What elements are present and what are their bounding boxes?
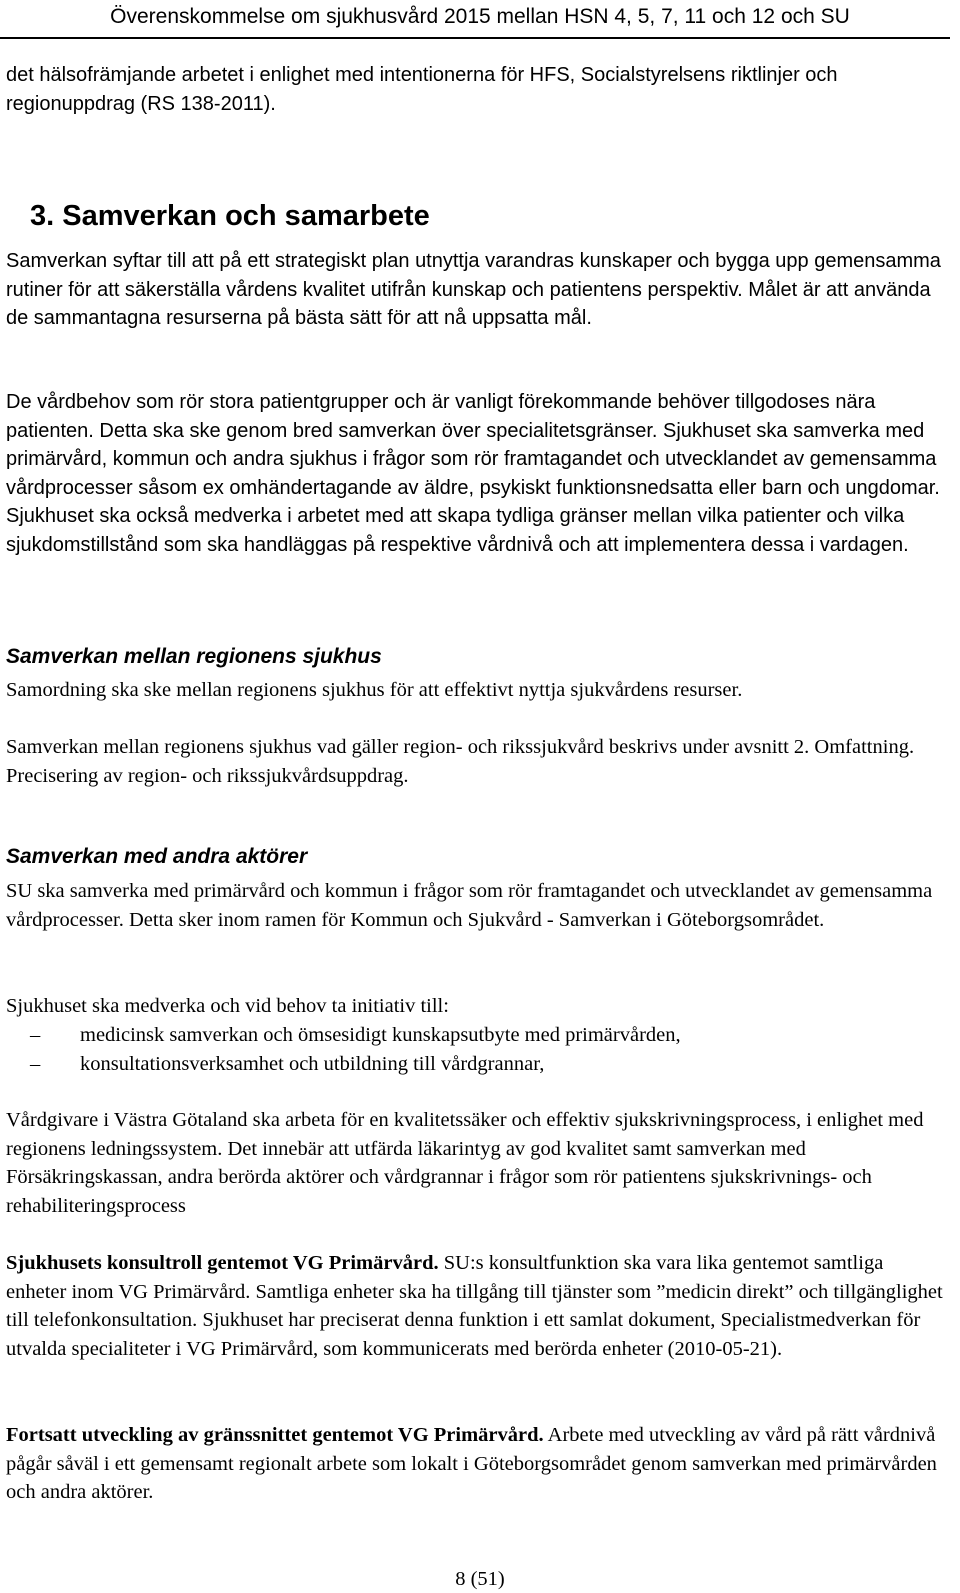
list-item-text: konsultationsverksamhet och utbildning till vårdgrannar, bbox=[80, 1052, 545, 1075]
intro-paragraph: det hälsofrämjande arbetet i enlighet med intentionerna för HFS, Socialstyrelsens riktlinjer och regionuppdrag (RS 138-2011). bbox=[6, 64, 838, 115]
list-item bbox=[6, 1021, 946, 1050]
list-item bbox=[6, 1050, 946, 1079]
paragraph-body: Arbete med utveckling av vård på rätt vårdnivå pågår såväl i ett gemensamt regionalt arbete som lokalt i Göteborgsområdet genom samverkan med primärvården och andra aktörer. bbox=[6, 1424, 937, 1504]
paragraph-lead: Fortsatt utveckling av gränssnittet gentemot VG Primärvård. bbox=[6, 1424, 544, 1446]
paragraph-lead: Sjukhusets konsultroll gentemot VG Primärvård. bbox=[6, 1252, 439, 1274]
subheading-regionens-sjukhus: Samverkan mellan regionens sjukhus bbox=[6, 645, 382, 668]
andra-paragraph-1: SU ska samverka med primärvård och kommun i frågor som rör framtagandet och utvecklandet av gemensamma vårdprocesser. Detta sker inom ramen för Kommun och Sjukvård - Samverkan i Göteborgsområdet. bbox=[6, 880, 933, 931]
section-heading: 3. Samverkan och samarbete bbox=[30, 200, 430, 232]
paragraph-body: SU:s konsultfunktion ska vara lika gentemot samtliga enheter inom VG Primärvård. Samtliga enheter ska ha tillgång till tjänster som ”medicin direkt” och tillgänglighet till telefonkonsultation. Sjukhuset har preciserat denna funktion i ett samlat dokument, Specialistmedverkan för utvalda specialiteter i VG Primärvård, som kommunicerats med berörda enheter (2010-05-21). bbox=[6, 1252, 943, 1360]
section-paragraph-2: De vårdbehov som rör stora patientgrupper och är vanligt förekommande behöver tillgodoses nära patienten. Detta ska ske genom bred samverkan över specialitetsgränser. Sjukhuset ska samverka med primärvård, kommun och andra sjukhus i frågor som rör framtagandet och utvecklandet av gemensamma vårdprocesser såsom ex omhändertagande av äldre, psykiskt funktionsnedsatta eller barn och ungdomar. Sjukhuset ska också medverka i arbetet med att skapa tydliga gränser mellan vilka patienter och vilka sjukdomstillstånd som ska handläggas på respektive vårdnivå och att implementera dessa i vardagen. bbox=[6, 391, 940, 556]
list-item-text: medicinsk samverkan och ömsesidigt kunskapsutbyte med primärvården, bbox=[80, 1024, 681, 1046]
regionens-paragraph-2: Samverkan mellan regionens sjukhus vad gäller region- och rikssjukvård beskrivs under avsnitt 2. Omfattning. Precisering av region- och rikssjukvårdsuppdrag. bbox=[6, 736, 915, 787]
list-dash: – bbox=[30, 1052, 41, 1075]
section-paragraph-1: Samverkan syftar till att på ett strategiskt plan utnyttja varandras kunskaper och bygga upp gemensamma rutiner för att säkerställa vårdens kvalitet utifrån kunskap och patientens perspektiv. Målet är att använda de sammantagna resurserna på bästa sätt för att nå uppsatta mål. bbox=[6, 250, 941, 329]
andra-paragraph-3: Vårdgivare i Västra Götaland ska arbeta för en kvalitetssäker och effektiv sjukskrivningsprocess, i enlighet med regionens ledningssystem. Det innebär att utfärda läkarintyg av god kvalitet samt samverkan med Försäkringskassan, andra berörda aktörer och vårdgrannar i frågor som rör patientens sjukskrivnings- och rehabiliteringsprocess bbox=[6, 1109, 924, 1217]
andra-paragraph-5 bbox=[6, 1421, 946, 1507]
andra-paragraph-2: Sjukhuset ska medverka och vid behov ta initiativ till: bbox=[6, 995, 449, 1017]
regionens-paragraph-1: Samordning ska ske mellan regionens sjukhus för att effektivt nyttja sjukvårdens resurser. bbox=[6, 679, 743, 701]
page-number: 8 (51) bbox=[455, 1568, 505, 1590]
initiative-list bbox=[6, 1021, 946, 1078]
subheading-andra-aktorer: Samverkan med andra aktörer bbox=[6, 845, 308, 868]
list-dash: – bbox=[30, 1024, 41, 1046]
andra-paragraph-4 bbox=[6, 1249, 946, 1363]
page-header: Överenskommelse om sjukhusvård 2015 mellan HSN 4, 5, 7, 11 och 12 och SU bbox=[110, 5, 850, 28]
header-divider bbox=[0, 37, 950, 39]
